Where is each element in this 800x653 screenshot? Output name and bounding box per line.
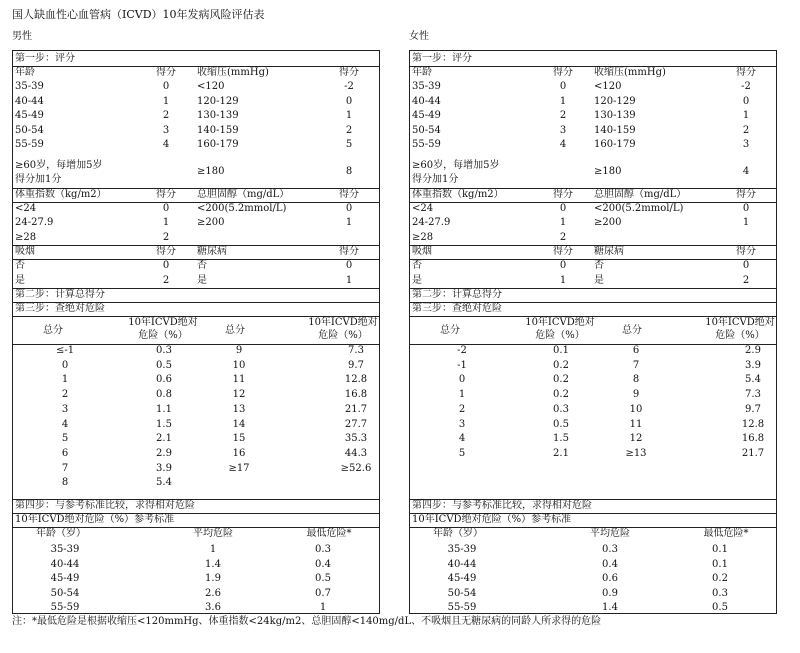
sex-label: 男性	[12, 31, 32, 42]
ref-avg: 1.4	[602, 602, 618, 613]
smoke-row-col2: 0	[162, 260, 170, 271]
step2-label: 第二步：计算总得分	[15, 289, 105, 300]
ref-avg: 1	[209, 544, 217, 555]
ref-age: 55-59	[50, 602, 80, 613]
bmi-row-col4: 1	[345, 217, 353, 228]
risk-score-right: ≥17	[228, 462, 250, 474]
age-row-col2: 1	[162, 95, 170, 107]
bmi-header-col1: 体重指数（kg/m2）	[412, 188, 504, 200]
smoke-row-col4: 0	[742, 260, 750, 271]
age-header-col3: 收缩压(mmHg)	[197, 67, 269, 78]
risk-score-right: 7	[632, 359, 640, 371]
risk-score-left: -2	[457, 345, 467, 356]
ref-min: 0.5	[315, 573, 331, 584]
age-row-col4: 3	[742, 139, 750, 150]
ref-age: 35-39	[447, 544, 477, 555]
divider	[410, 245, 776, 246]
smoke-row-col4: 2	[742, 274, 750, 286]
age-extra-2: 得分加1分	[412, 173, 459, 185]
risk-score-right: 16	[232, 447, 246, 459]
age-header-col3: 收缩压(mmHg)	[594, 67, 666, 78]
risk-score-left: 4	[458, 433, 466, 445]
risk-value-left: 2.1	[553, 447, 569, 459]
ref-min: 0.1	[712, 544, 728, 555]
bmi-row-col4: 1	[742, 217, 750, 228]
age-header-col2: 得分	[553, 67, 573, 78]
risk-score-left: 6	[61, 447, 69, 459]
risk-score-left: 0	[458, 374, 466, 386]
risk-value-right: 44.3	[344, 447, 368, 459]
risk-score-left: 1	[458, 389, 466, 401]
age-header-col1: 年龄	[15, 67, 35, 78]
divider	[13, 202, 379, 203]
risk-score-left: 3	[458, 418, 466, 430]
bmi-header-col2: 得分	[553, 188, 573, 200]
risk-value-right: 12.8	[741, 418, 765, 430]
risk-score-right: 9	[235, 345, 243, 356]
age-row-col4: -2	[344, 81, 354, 92]
bp-extra: ≥180	[594, 165, 622, 177]
ref-avg: 0.4	[602, 558, 618, 570]
ref-age: 50-54	[447, 587, 477, 599]
risk-score-left: 5	[458, 447, 466, 459]
ref-avg: 0.9	[602, 587, 618, 599]
age-row-col3: <120	[197, 81, 225, 92]
risk-score-left: ≤-1	[55, 345, 75, 356]
divider	[13, 245, 379, 246]
risk-value-left: 0.8	[156, 389, 172, 401]
age-row-col3: <120	[594, 81, 622, 92]
ref-age: 45-49	[447, 573, 477, 584]
age-row-col4: 1	[345, 110, 353, 121]
bmi-row-col2: 0	[559, 202, 567, 214]
ref-min: 0.2	[712, 573, 728, 584]
step3-label: 第三步：查绝对危险	[412, 303, 502, 314]
age-row-col2: 3	[559, 124, 567, 136]
ref-avg: 0.6	[602, 573, 618, 584]
ref-avg: 2.6	[205, 587, 221, 599]
age-extra-2: 得分加1分	[15, 173, 62, 185]
ref-header-min: 最低危险*	[306, 528, 352, 539]
age-row-col2: 1	[559, 95, 567, 107]
age-header-col2: 得分	[156, 67, 176, 78]
age-row-col3: 160-179	[594, 139, 636, 150]
age-row-col4: 1	[742, 110, 750, 121]
smoke-row-col3: 是	[594, 274, 604, 286]
ref-age: 45-49	[50, 573, 80, 584]
bmi-row-col2: 2	[559, 231, 567, 243]
risk-value-left: 0.5	[553, 418, 569, 430]
smoke-header-col3: 糖尿病	[197, 246, 227, 257]
footnote: 注：*最低危险是根据收缩压<120mmHg、体重指数<24kg/m2、总胆固醇<140mg/dL、不吸烟且无糖尿病的同龄人所求得的危险	[12, 616, 602, 627]
bmi-row-col3: ≥200	[197, 217, 225, 228]
risk-score-right: 12	[232, 389, 246, 401]
risk-value-right: 7.3	[745, 389, 761, 401]
risk-score-right: 9	[632, 389, 640, 401]
bmi-header-col3: 总胆固醇（mg/dL）	[594, 188, 687, 200]
step4-label: 第四步：与参考标准比较，求得相对危险	[15, 500, 195, 511]
risk-value-right: ≥52.6	[340, 462, 372, 474]
ref-title: 10年ICVD绝对危险（%）参考标准	[15, 514, 175, 525]
age-row-col3: 140-159	[594, 124, 636, 136]
bmi-row-col1: ≥28	[15, 231, 37, 243]
bmi-row-col3: <200(5.2mmol/L)	[594, 202, 684, 214]
bmi-row-col1: <24	[15, 202, 37, 214]
smoke-row-col1: 是	[15, 274, 25, 286]
risk-header-score2: 总分	[622, 325, 642, 336]
risk-value-left: 2.1	[156, 433, 172, 445]
risk-score-left: 4	[61, 418, 69, 430]
smoke-row-col1: 否	[15, 260, 25, 271]
risk-value-left: 0.2	[553, 389, 569, 401]
ref-title: 10年ICVD绝对危险（%）参考标准	[412, 514, 572, 525]
bmi-row-col1: <24	[412, 202, 434, 214]
risk-score-left: 2	[458, 403, 466, 415]
risk-value-right: 2.9	[745, 345, 761, 356]
bp-extra: ≥180	[197, 165, 225, 177]
smoke-row-col2: 1	[559, 274, 567, 286]
age-row-col1: 55-59	[15, 139, 44, 150]
risk-value-left: 0.3	[156, 345, 172, 356]
smoke-row-col3: 是	[197, 274, 207, 286]
step1-label: 第一步：评分	[412, 53, 472, 64]
age-row-col3: 130-139	[197, 110, 239, 121]
risk-header-risk2a: 10年ICVD绝对	[705, 317, 775, 328]
smoke-header-col3: 糖尿病	[594, 246, 624, 257]
risk-value-left: 2.9	[156, 447, 172, 459]
smoke-row-col3: 否	[594, 260, 604, 271]
risk-value-left: 0.2	[553, 359, 569, 371]
risk-score-right: 10	[629, 403, 643, 415]
divider	[13, 66, 379, 67]
age-header-col1: 年龄	[412, 67, 432, 78]
risk-header-risk2a: 10年ICVD绝对	[308, 317, 378, 328]
ref-min: 0.4	[315, 558, 331, 570]
risk-value-left: 3.9	[156, 462, 172, 474]
risk-value-left: 0.1	[553, 345, 569, 356]
age-header-col4: 得分	[339, 67, 359, 78]
ref-age: 55-59	[447, 602, 477, 613]
risk-value-left: 0.3	[553, 403, 569, 415]
risk-value-right: 35.3	[344, 433, 368, 445]
age-row-col3: 160-179	[197, 139, 239, 150]
bmi-row-col1: 24-27.9	[15, 217, 54, 228]
risk-score-left: 8	[61, 477, 69, 489]
smoke-header-col2: 得分	[156, 246, 176, 257]
age-row-col4: -2	[741, 81, 751, 92]
risk-value-right: 7.3	[348, 345, 364, 356]
risk-header-score1: 总分	[440, 325, 460, 336]
bmi-row-col2: 0	[162, 202, 170, 214]
ref-min: 0.3	[712, 587, 728, 599]
risk-score-right: 8	[632, 374, 640, 386]
risk-value-right: 3.9	[745, 359, 761, 371]
bmi-row-col2: 1	[162, 217, 170, 228]
ref-age: 50-54	[50, 587, 80, 599]
step1-label: 第一步：评分	[15, 53, 75, 64]
male-panel	[12, 50, 380, 614]
age-row-col2: 2	[559, 110, 567, 121]
risk-header-score1: 总分	[43, 325, 63, 336]
smoke-row-col4: 1	[345, 274, 353, 286]
divider	[410, 66, 776, 67]
risk-header-score2: 总分	[225, 325, 245, 336]
bmi-row-col2: 1	[559, 217, 567, 228]
smoke-row-col1: 是	[412, 274, 422, 286]
risk-value-right: 21.7	[344, 403, 368, 415]
bmi-header-col1: 体重指数（kg/m2）	[15, 188, 107, 200]
risk-score-left: -1	[457, 359, 467, 371]
risk-value-right: 9.7	[348, 359, 364, 371]
age-row-col1: 45-49	[15, 110, 44, 121]
page-title: 国人缺血性心血管病（ICVD）10年发病风险评估表	[12, 8, 265, 21]
age-extra-1: ≥60岁，每增加5岁	[412, 159, 500, 171]
age-row-col1: 40-44	[412, 95, 441, 107]
risk-score-right: 10	[232, 359, 246, 371]
bp-extra-score: 8	[345, 165, 353, 177]
bmi-header-col3: 总胆固醇（mg/dL）	[197, 188, 290, 200]
risk-value-left: 0.6	[156, 374, 172, 386]
risk-score-right: 12	[629, 433, 643, 445]
risk-score-left: 5	[61, 433, 69, 445]
ref-avg: 0.3	[602, 544, 618, 555]
bmi-row-col4: 0	[742, 202, 750, 214]
risk-value-right: 12.8	[344, 374, 368, 386]
risk-header-risk1b: 危险（%）	[535, 330, 585, 341]
bmi-row-col1: ≥28	[412, 231, 434, 243]
age-row-col4: 5	[345, 139, 353, 150]
age-row-col3: 140-159	[197, 124, 239, 136]
risk-header-risk2b: 危险（%）	[318, 330, 368, 341]
smoke-header-col2: 得分	[553, 246, 573, 257]
ref-min: 1	[319, 602, 327, 613]
smoke-row-col4: 0	[345, 260, 353, 271]
age-row-col3: 120-129	[594, 95, 636, 107]
age-row-col1: 50-54	[412, 124, 441, 136]
age-row-col1: 45-49	[412, 110, 441, 121]
risk-value-left: 5.4	[156, 477, 172, 489]
divider	[13, 259, 379, 260]
risk-score-left: 0	[61, 359, 69, 371]
smoke-row-col3: 否	[197, 260, 207, 271]
step2-label: 第二步：计算总得分	[412, 289, 502, 300]
risk-score-right: ≥13	[625, 447, 647, 459]
risk-value-left: 1.5	[156, 418, 172, 430]
divider	[410, 259, 776, 260]
bmi-row-col4: 0	[345, 202, 353, 214]
risk-header-risk1a: 10年ICVD绝对	[525, 317, 595, 328]
risk-value-right: 27.7	[344, 418, 368, 430]
risk-header-risk1a: 10年ICVD绝对	[128, 317, 198, 328]
bp-extra-score: 4	[742, 165, 750, 177]
ref-min: 0.5	[712, 602, 728, 613]
risk-value-right: 9.7	[745, 403, 761, 415]
age-row-col4: 2	[345, 124, 353, 136]
risk-score-right: 6	[632, 345, 640, 356]
age-row-col3: 130-139	[594, 110, 636, 121]
age-row-col2: 2	[162, 110, 170, 121]
risk-score-right: 13	[232, 403, 246, 415]
ref-min: 0.3	[315, 544, 331, 555]
risk-value-left: 0.2	[553, 374, 569, 386]
age-row-col1: 35-39	[15, 81, 44, 92]
ref-avg: 1.4	[205, 558, 221, 570]
ref-header-avg: 平均危险	[590, 528, 630, 539]
ref-min: 0.7	[315, 587, 331, 599]
risk-header-risk1b: 危险（%）	[138, 330, 188, 341]
risk-score-right: 15	[232, 433, 246, 445]
risk-value-right: 16.8	[344, 389, 368, 401]
ref-age: 35-39	[50, 544, 80, 555]
risk-value-left: 0.5	[156, 359, 172, 371]
age-row-col1: 50-54	[15, 124, 44, 136]
risk-score-right: 14	[232, 418, 246, 430]
smoke-row-col1: 否	[412, 260, 422, 271]
age-row-col2: 0	[559, 81, 567, 92]
age-extra-1: ≥60岁，每增加5岁	[15, 159, 103, 171]
ref-age: 40-44	[447, 558, 477, 570]
risk-score-right: 11	[232, 374, 246, 386]
risk-value-right: 21.7	[741, 447, 765, 459]
smoke-header-col4: 得分	[736, 246, 756, 257]
ref-avg: 1.9	[205, 573, 221, 584]
smoke-header-col1: 吸烟	[15, 246, 35, 257]
ref-age: 40-44	[50, 558, 80, 570]
divider	[410, 202, 776, 203]
age-row-col2: 3	[162, 124, 170, 136]
ref-header-age: 年龄（岁）	[36, 528, 86, 539]
age-row-col2: 0	[162, 81, 170, 92]
age-row-col4: 2	[742, 124, 750, 136]
bmi-row-col3: <200(5.2mmol/L)	[197, 202, 287, 214]
risk-score-left: 3	[61, 403, 69, 415]
age-row-col1: 55-59	[412, 139, 441, 150]
age-row-col4: 0	[742, 95, 750, 107]
female-panel	[409, 50, 777, 614]
age-row-col1: 35-39	[412, 81, 441, 92]
bmi-header-col2: 得分	[156, 188, 176, 200]
ref-min: 0.1	[712, 558, 728, 570]
sex-label: 女性	[409, 31, 429, 42]
risk-score-right: 11	[629, 418, 643, 430]
ref-header-age: 年龄（岁）	[433, 528, 483, 539]
step4-label: 第四步：与参考标准比较，求得相对危险	[412, 500, 592, 511]
bmi-row-col2: 2	[162, 231, 170, 243]
age-row-col4: 0	[345, 95, 353, 107]
risk-score-left: 2	[61, 389, 69, 401]
bmi-row-col3: ≥200	[594, 217, 622, 228]
ref-header-avg: 平均危险	[193, 528, 233, 539]
age-row-col3: 120-129	[197, 95, 239, 107]
bmi-header-col4: 得分	[339, 188, 359, 200]
age-header-col4: 得分	[736, 67, 756, 78]
bmi-row-col1: 24-27.9	[412, 217, 451, 228]
risk-value-left: 1.5	[553, 433, 569, 445]
age-row-col2: 4	[162, 139, 170, 150]
ref-avg: 3.6	[205, 602, 221, 613]
risk-value-right: 5.4	[745, 374, 761, 386]
smoke-header-col4: 得分	[339, 246, 359, 257]
risk-score-left: 7	[61, 462, 69, 474]
smoke-row-col2: 0	[559, 260, 567, 271]
ref-header-min: 最低危险*	[703, 528, 749, 539]
bmi-header-col4: 得分	[736, 188, 756, 200]
risk-value-left: 1.1	[156, 403, 172, 415]
step3-label: 第三步：查绝对危险	[15, 303, 105, 314]
smoke-row-col2: 2	[162, 274, 170, 286]
smoke-header-col1: 吸烟	[412, 246, 432, 257]
age-row-col2: 4	[559, 139, 567, 150]
risk-header-risk2b: 危险（%）	[715, 330, 765, 341]
risk-value-right: 16.8	[741, 433, 765, 445]
risk-score-left: 1	[61, 374, 69, 386]
age-row-col1: 40-44	[15, 95, 44, 107]
